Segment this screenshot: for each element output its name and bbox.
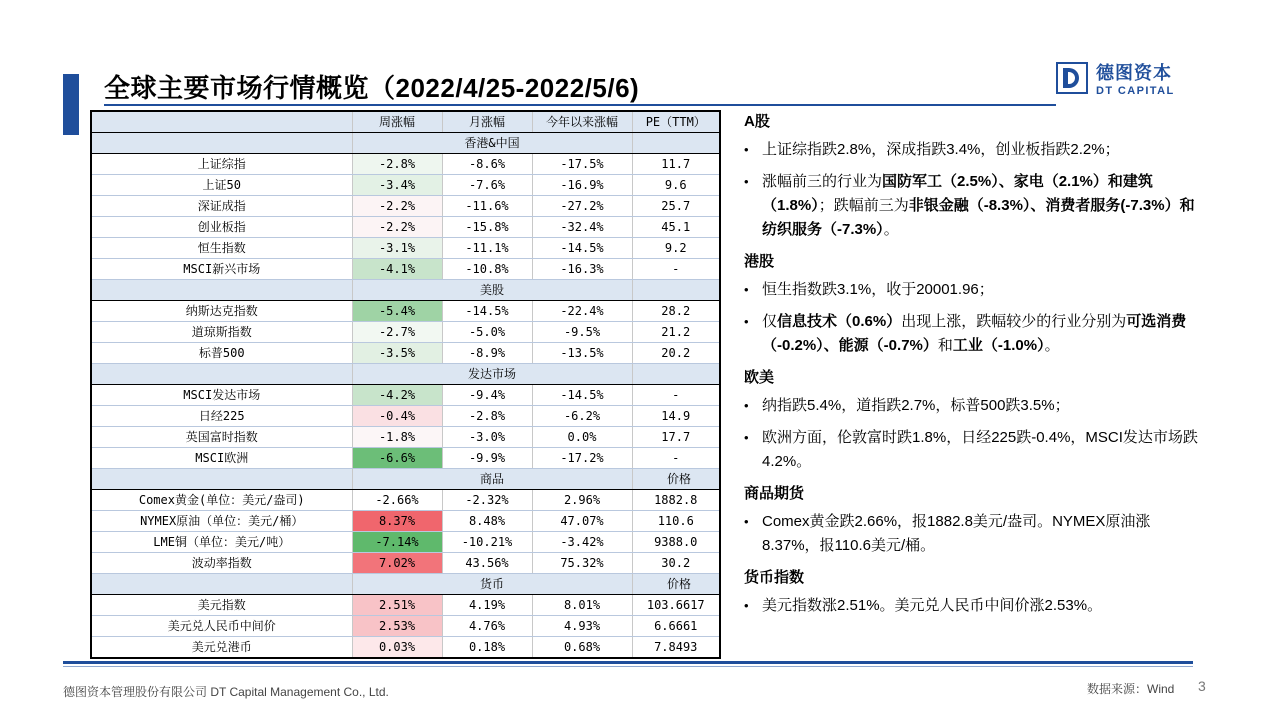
- cell-name: MSCI发达市场: [91, 385, 352, 406]
- section-row: [91, 280, 720, 301]
- cell-name: 道琼斯指数: [91, 322, 352, 343]
- table-row: [91, 154, 720, 175]
- cell-ytd: -14.5%: [532, 385, 632, 406]
- cell-pe: 9.6: [632, 175, 720, 196]
- cell-month: 0.18%: [442, 637, 532, 659]
- table-row: [91, 238, 720, 259]
- cell-week: 8.37%: [352, 511, 442, 532]
- title-underline: [104, 104, 1056, 106]
- table-header-row: [91, 111, 720, 133]
- section-heading-fx: 货币指数: [744, 569, 805, 586]
- section-heading-hk: 港股: [744, 253, 775, 270]
- cell-pe: 17.7: [632, 427, 720, 448]
- table-row: [91, 259, 720, 280]
- cell-pe: 6.6661: [632, 616, 720, 637]
- cell-month: 8.48%: [442, 511, 532, 532]
- cell-name: 日经225: [91, 406, 352, 427]
- cell-ytd: -9.5%: [532, 322, 632, 343]
- section-row: [91, 469, 720, 490]
- cell-ytd: -17.2%: [532, 448, 632, 469]
- section-heading-a-share: A股: [744, 113, 770, 130]
- section-row: [91, 574, 720, 595]
- bullet-us-1: • 纳指跌5.4%，道指跌2.7%，标普500跌3.5%；: [744, 397, 1070, 414]
- cell-ytd: -22.4%: [532, 301, 632, 322]
- cell-name: 标普500: [91, 343, 352, 364]
- cell-month: -5.0%: [442, 322, 532, 343]
- cell-week: -4.1%: [352, 259, 442, 280]
- section-price-label: [632, 364, 720, 385]
- text-run: ；跌幅前三为: [818, 197, 909, 214]
- cell-pe: -: [632, 259, 720, 280]
- cell-name: 深证成指: [91, 196, 352, 217]
- bullet-hk-1: • 恒生指数跌3.1%，收于20001.96；: [744, 281, 994, 298]
- section-label: 香港&中国: [352, 133, 632, 154]
- cell-pe: 11.7: [632, 154, 720, 175]
- section-label: 发达市场: [352, 364, 632, 385]
- section-heading-commodities: 商品期货: [744, 485, 805, 502]
- section-price-label: 价格: [632, 469, 720, 490]
- cell-name: 波动率指数: [91, 553, 352, 574]
- cell-ytd: 4.93%: [532, 616, 632, 637]
- bullet-hk-2: • 仅信息技术（0.6%）出现上涨，跌幅较少的行业分别为可选消费（-0.2%）、能源（-0.7%）和工业（-1.0%）。: [744, 313, 1187, 354]
- cell-name: 英国富时指数: [91, 427, 352, 448]
- cell-name: 上证50: [91, 175, 352, 196]
- cell-ytd: -16.3%: [532, 259, 632, 280]
- title-accent-bar: [63, 74, 79, 135]
- cell-name: Comex黄金(单位：美元/盎司): [91, 490, 352, 511]
- table-row: [91, 637, 720, 659]
- cell-week: -1.8%: [352, 427, 442, 448]
- table-row: [91, 427, 720, 448]
- bullet-a-share-2: • 涨幅前三的行业为国防军工（2.5%）、家电（2.1%）和建筑（1.8%）；跌幅前三为非银金融（-8.3%）、消费者服务(-7.3%）和纺织服务（-7.3%）。: [744, 173, 1195, 238]
- cell-pe: 20.2: [632, 343, 720, 364]
- cell-pe: 45.1: [632, 217, 720, 238]
- cell-ytd: -14.5%: [532, 238, 632, 259]
- section-price-label: [632, 133, 720, 154]
- logo-d-icon: [1056, 62, 1088, 94]
- text-run: 仅: [762, 313, 778, 330]
- section-row: [91, 133, 720, 154]
- cell-pe: 110.6: [632, 511, 720, 532]
- cell-ytd: -32.4%: [532, 217, 632, 238]
- cell-week: -2.7%: [352, 322, 442, 343]
- cell-week: 7.02%: [352, 553, 442, 574]
- header-month: 月涨幅: [442, 111, 532, 133]
- table-row: [91, 343, 720, 364]
- section-price-label: 价格: [632, 574, 720, 595]
- cell-pe: 1882.8: [632, 490, 720, 511]
- table-row: [91, 406, 720, 427]
- table-row: [91, 532, 720, 553]
- section-price-label: [632, 280, 720, 301]
- cell-month: -14.5%: [442, 301, 532, 322]
- table-row: [91, 322, 720, 343]
- cell-month: -8.6%: [442, 154, 532, 175]
- section-label: 货币: [352, 574, 632, 595]
- cell-week: -2.2%: [352, 196, 442, 217]
- cell-ytd: -16.9%: [532, 175, 632, 196]
- cell-week: -6.6%: [352, 448, 442, 469]
- cell-ytd: 0.0%: [532, 427, 632, 448]
- logo-en-text: DT CAPITAL: [1096, 85, 1175, 97]
- cell-week: -4.2%: [352, 385, 442, 406]
- cell-month: -3.0%: [442, 427, 532, 448]
- cell-week: -3.4%: [352, 175, 442, 196]
- header-pe: PE（TTM）: [632, 111, 720, 133]
- table-row: [91, 385, 720, 406]
- cell-name: 美元兑人民币中间价: [91, 616, 352, 637]
- cell-pe: 9388.0: [632, 532, 720, 553]
- cell-name: 创业板指: [91, 217, 352, 238]
- cell-pe: 7.8493: [632, 637, 720, 659]
- header-ytd: 今年以来涨幅: [532, 111, 632, 133]
- cell-month: -8.9%: [442, 343, 532, 364]
- cell-name: 美元兑港币: [91, 637, 352, 659]
- section-label: 商品: [352, 469, 632, 490]
- cell-pe: 21.2: [632, 322, 720, 343]
- cell-ytd: 2.96%: [532, 490, 632, 511]
- cell-ytd: 47.07%: [532, 511, 632, 532]
- cell-month: -15.8%: [442, 217, 532, 238]
- bullet-commodities-1: • Comex黄金跌2.66%，报1882.8美元/盎司。NYMEX原油涨8.37%，报110.6美元/桶。: [744, 513, 1151, 554]
- cell-week: -2.8%: [352, 154, 442, 175]
- cell-name: LME铜（单位：美元/吨）: [91, 532, 352, 553]
- table-row: [91, 511, 720, 532]
- text-run: 。: [1044, 337, 1060, 354]
- cell-name: 恒生指数: [91, 238, 352, 259]
- cell-pe: -: [632, 448, 720, 469]
- text-run: 非银金融（-8.3%）、消费者服务(-7.3%）和纺织服务（-7.3%）: [762, 197, 1195, 238]
- cell-name: MSCI新兴市场: [91, 259, 352, 280]
- text-run: 和: [937, 337, 953, 354]
- table-row: [91, 616, 720, 637]
- header-week: 周涨幅: [352, 111, 442, 133]
- table-row: [91, 196, 720, 217]
- section-row: [91, 364, 720, 385]
- cell-week: -2.66%: [352, 490, 442, 511]
- cell-pe: -: [632, 385, 720, 406]
- cell-ytd: 8.01%: [532, 595, 632, 616]
- table-row: [91, 448, 720, 469]
- company-logo: [1056, 62, 1216, 102]
- cell-month: 4.76%: [442, 616, 532, 637]
- cell-month: -11.1%: [442, 238, 532, 259]
- text-run: 出现上涨，跌幅较少的行业分别为: [901, 313, 1127, 330]
- cell-name: NYMEX原油（单位：美元/桶）: [91, 511, 352, 532]
- table-row: [91, 301, 720, 322]
- cell-week: 2.51%: [352, 595, 442, 616]
- cell-ytd: -17.5%: [532, 154, 632, 175]
- text-run: 工业（-1.0%）: [952, 337, 1045, 354]
- cell-ytd: 75.32%: [532, 553, 632, 574]
- cell-week: -3.1%: [352, 238, 442, 259]
- bullet-a-share-1: • 上证综指跌2.8%，深成指跌3.4%，创业板指跌2.2%；: [744, 141, 1120, 158]
- cell-week: -0.4%: [352, 406, 442, 427]
- cell-week: -5.4%: [352, 301, 442, 322]
- cell-name: MSCI欧洲: [91, 448, 352, 469]
- table-row: [91, 553, 720, 574]
- cell-month: -10.21%: [442, 532, 532, 553]
- cell-pe: 103.6617: [632, 595, 720, 616]
- cell-pe: 25.7: [632, 196, 720, 217]
- cell-ytd: -3.42%: [532, 532, 632, 553]
- cell-week: -3.5%: [352, 343, 442, 364]
- table-row: [91, 490, 720, 511]
- cell-name: 美元指数: [91, 595, 352, 616]
- text-run: 国防军工（2.5%）、家电（2.1%）和建筑（1.8%）: [762, 173, 1153, 214]
- cell-pe: 28.2: [632, 301, 720, 322]
- header-name: [91, 111, 352, 133]
- text-run: 信息技术（0.6%）: [777, 313, 902, 330]
- cell-pe: 30.2: [632, 553, 720, 574]
- cell-ytd: 0.68%: [532, 637, 632, 659]
- cell-month: 4.19%: [442, 595, 532, 616]
- footer-company: 德图资本管理股份有限公司 DT Capital Management Co., Ltd.: [63, 685, 389, 699]
- cell-month: -9.4%: [442, 385, 532, 406]
- text-run: 可选消费（-0.2%）、能源（-0.7%）: [762, 313, 1187, 354]
- cell-month: -2.8%: [442, 406, 532, 427]
- text-run: 涨幅前三的行业为: [762, 173, 883, 190]
- cell-month: -10.8%: [442, 259, 532, 280]
- table-row: [91, 595, 720, 616]
- bullet-fx-1: • 美元指数涨2.51%。美元兑人民币中间价涨2.53%。: [744, 597, 1103, 614]
- cell-ytd: -13.5%: [532, 343, 632, 364]
- table-row: [91, 175, 720, 196]
- cell-month: -7.6%: [442, 175, 532, 196]
- table-body: [91, 133, 720, 659]
- bullet-us-2: • 欧洲方面，伦敦富时跌1.8%，日经225跌-0.4%，MSCI发达市场跌4.2%。: [744, 429, 1198, 470]
- cell-week: 2.53%: [352, 616, 442, 637]
- footer-rule-thin: [63, 666, 1193, 667]
- text-run: 。: [883, 221, 899, 238]
- cell-month: -9.9%: [442, 448, 532, 469]
- page-number: 3: [1198, 678, 1206, 694]
- cell-week: 0.03%: [352, 637, 442, 659]
- commentary-panel: [744, 110, 1204, 626]
- cell-month: 43.56%: [442, 553, 532, 574]
- cell-ytd: -27.2%: [532, 196, 632, 217]
- page-title: 全球主要市场行情概览（2022/4/25-2022/5/6): [104, 73, 640, 103]
- section-heading-us-eu: 欧美: [744, 369, 775, 386]
- cell-month: -11.6%: [442, 196, 532, 217]
- cell-week: -7.14%: [352, 532, 442, 553]
- market-table: [90, 110, 721, 659]
- section-label: 美股: [352, 280, 632, 301]
- logo-cn-text: 德图资本: [1096, 63, 1172, 83]
- footer-source: 数据来源：Wind: [1087, 682, 1175, 696]
- cell-ytd: -6.2%: [532, 406, 632, 427]
- cell-month: -2.32%: [442, 490, 532, 511]
- cell-pe: 14.9: [632, 406, 720, 427]
- cell-pe: 9.2: [632, 238, 720, 259]
- cell-week: -2.2%: [352, 217, 442, 238]
- cell-name: 上证综指: [91, 154, 352, 175]
- cell-name: 纳斯达克指数: [91, 301, 352, 322]
- table-row: [91, 217, 720, 238]
- footer-rule: [63, 661, 1193, 664]
